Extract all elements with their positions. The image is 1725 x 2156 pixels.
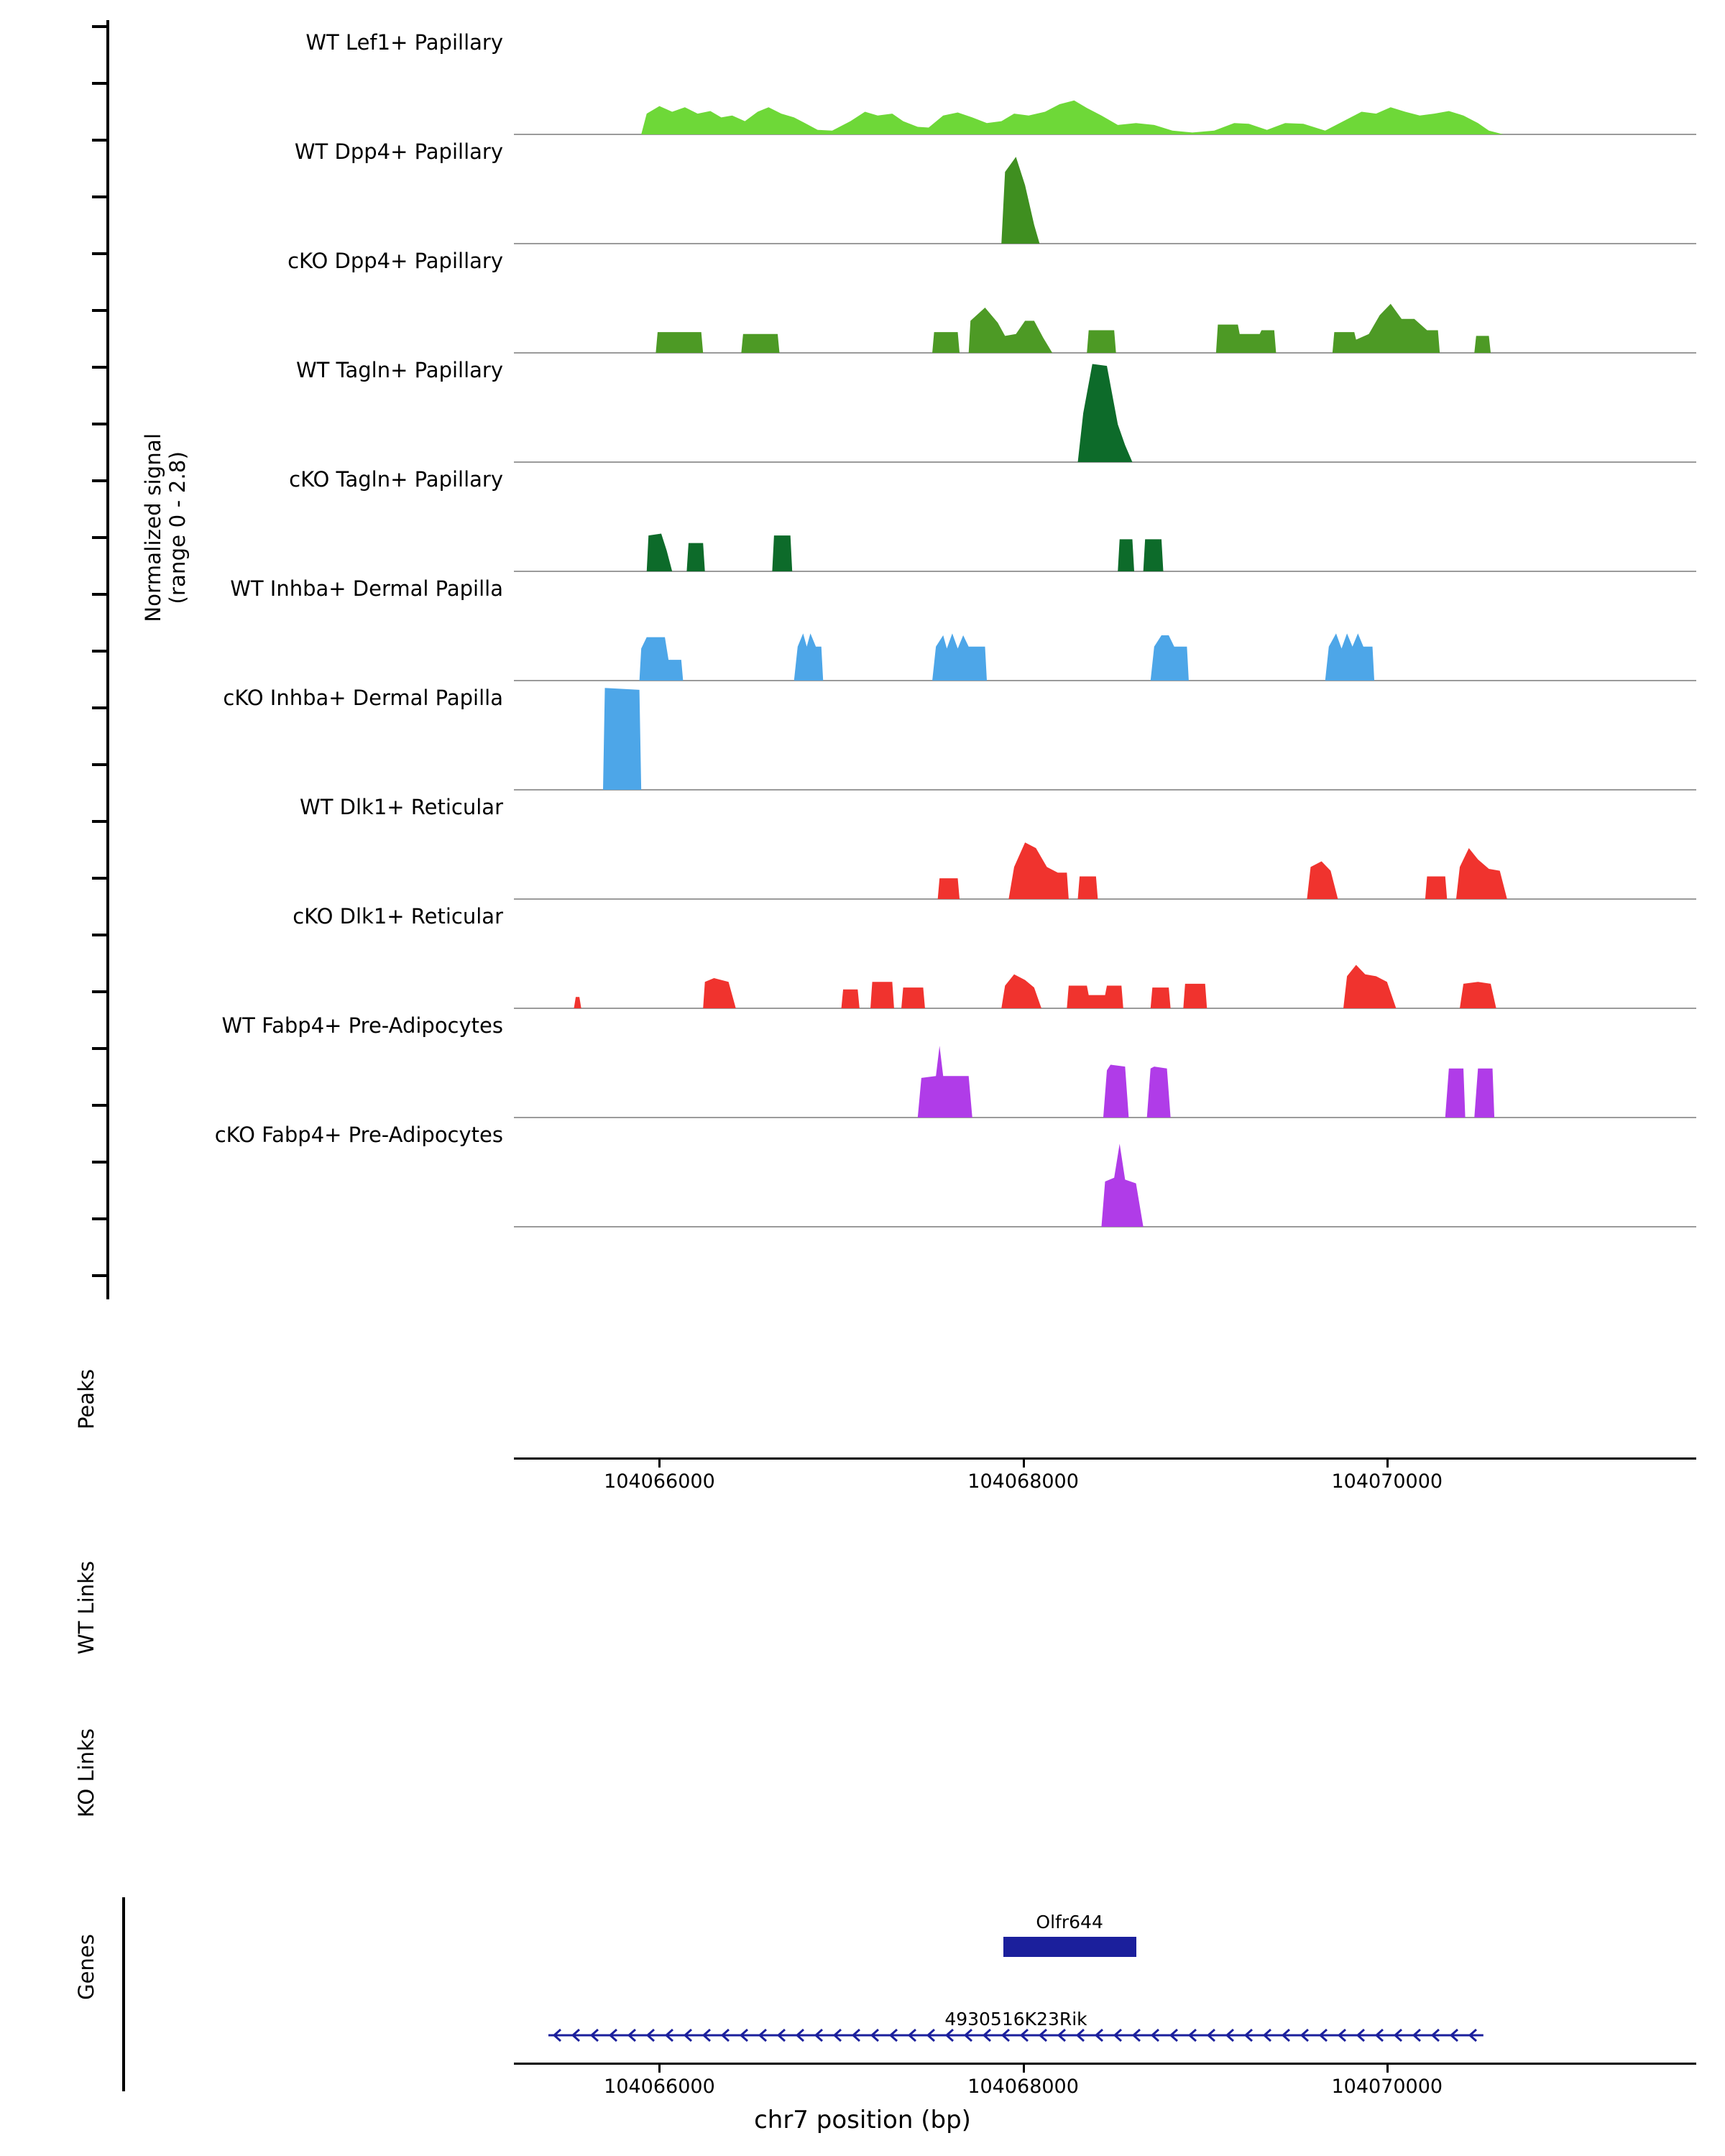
x-axis-tick xyxy=(1023,2065,1025,2073)
track-signal-area xyxy=(514,138,1696,244)
track-label: WT Fabp4+ Pre-Adipocytes xyxy=(221,1013,503,1038)
spine-tick xyxy=(92,650,108,653)
genes-axis-line xyxy=(514,2063,1696,2065)
signal-track xyxy=(230,575,1696,681)
spine-tick xyxy=(92,934,108,936)
spine-tick xyxy=(92,763,108,766)
gene-label: 4930516K23Rik xyxy=(944,2009,1087,2030)
x-axis-tick xyxy=(658,2065,661,2073)
track-signal-area xyxy=(514,793,1696,899)
spine-tick xyxy=(92,366,108,369)
signal-track xyxy=(295,356,1696,463)
track-label: WT Dpp4+ Papillary xyxy=(294,139,503,164)
track-signal-area xyxy=(514,29,1696,134)
x-axis-tick xyxy=(658,1460,661,1468)
spine-tick xyxy=(92,820,108,823)
signal-track xyxy=(305,29,1696,135)
y-axis-label-line2: (range 0 - 2.8) xyxy=(165,451,190,604)
track-label: WT Dlk1+ Reticular xyxy=(300,795,503,819)
x-axis-tick-label: 104068000 xyxy=(967,2076,1079,2098)
section-label-wt-links: WT Links xyxy=(74,1560,98,1655)
spine-tick xyxy=(92,1217,108,1220)
signal-track xyxy=(288,247,1696,354)
signal-panel-spine xyxy=(106,20,109,1299)
spine-tick xyxy=(92,990,108,993)
x-axis-tick xyxy=(1023,1460,1025,1468)
x-axis-tick-label: 104070000 xyxy=(1331,1470,1443,1493)
spine-tick xyxy=(92,423,108,425)
track-signal-area xyxy=(514,684,1696,790)
signal-track xyxy=(221,1012,1696,1118)
x-axis-tick-label: 104068000 xyxy=(967,1470,1079,1493)
spine-tick xyxy=(92,1104,108,1107)
spine-tick xyxy=(92,877,108,880)
spine-tick xyxy=(92,479,108,482)
section-label-genes: Genes xyxy=(74,1934,98,2000)
peaks-axis-line xyxy=(514,1457,1696,1460)
spine-tick xyxy=(92,593,108,596)
track-signal-area xyxy=(514,466,1696,571)
spine-tick xyxy=(92,1274,108,1277)
y-axis-label-line1: Normalized signal xyxy=(140,433,165,622)
track-label: WT Tagln+ Papillary xyxy=(295,358,503,382)
x-axis-tick xyxy=(1386,1460,1389,1468)
x-axis-tick-label: 104066000 xyxy=(604,1470,715,1493)
signal-track xyxy=(293,903,1696,1009)
signal-track xyxy=(289,466,1696,572)
section-label-peaks: Peaks xyxy=(74,1369,98,1429)
x-axis-label: chr7 position (bp) xyxy=(754,2106,971,2134)
spine-tick xyxy=(92,25,108,28)
gene-transcript-line[interactable] xyxy=(548,2027,1484,2044)
track-label: cKO Tagln+ Papillary xyxy=(289,467,503,492)
signal-track xyxy=(294,138,1696,244)
section-label-ko-links: KO Links xyxy=(74,1728,98,1818)
spine-tick xyxy=(92,1161,108,1164)
x-axis-tick-label: 104066000 xyxy=(604,2076,715,2098)
x-axis-tick xyxy=(1386,2065,1389,2073)
gene-label: Olfr644 xyxy=(1036,1912,1103,1932)
spine-tick xyxy=(92,252,108,255)
track-signal-area xyxy=(514,356,1696,462)
gene-body[interactable] xyxy=(1003,1937,1136,1957)
spine-tick xyxy=(92,1047,108,1050)
genes-panel-spine xyxy=(122,1897,125,2091)
spine-tick xyxy=(92,706,108,709)
signal-track xyxy=(300,793,1696,900)
track-label: cKO Dpp4+ Papillary xyxy=(288,249,503,273)
track-label: WT Inhba+ Dermal Papilla xyxy=(230,576,503,601)
track-label: cKO Fabp4+ Pre-Adipocytes xyxy=(214,1123,503,1147)
y-axis-label xyxy=(141,362,190,693)
x-axis-tick-label: 104070000 xyxy=(1331,2076,1443,2098)
track-signal-area xyxy=(514,575,1696,681)
spine-tick xyxy=(92,82,108,85)
track-label: cKO Dlk1+ Reticular xyxy=(293,904,503,929)
spine-tick xyxy=(92,195,108,198)
spine-tick xyxy=(92,309,108,312)
track-signal-area xyxy=(514,1012,1696,1118)
spine-tick xyxy=(92,536,108,539)
signal-track xyxy=(223,684,1696,791)
track-signal-area xyxy=(514,247,1696,353)
track-signal-area xyxy=(514,903,1696,1008)
signal-track xyxy=(214,1121,1696,1227)
track-signal-area xyxy=(514,1121,1696,1227)
spine-tick xyxy=(92,139,108,142)
track-label: cKO Inhba+ Dermal Papilla xyxy=(223,686,503,710)
track-label: WT Lef1+ Papillary xyxy=(305,30,503,55)
